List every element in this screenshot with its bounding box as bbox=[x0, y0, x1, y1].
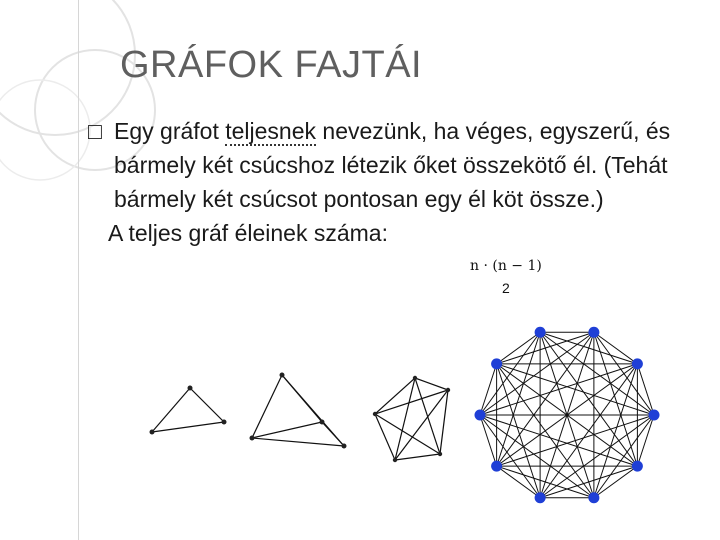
paragraph-text-end: nevezünk, ha véges, egyszerű, és bármely két csúcshoz létezik őket összekötő él. (Tehát bármely két csúcsot pontosan egy él köt össze.) bbox=[114, 118, 671, 212]
graph-edge bbox=[540, 466, 637, 498]
graph-edge bbox=[637, 415, 654, 466]
graph-edge bbox=[322, 422, 344, 446]
graph-edge bbox=[152, 422, 224, 432]
term-teljes: teljesnek bbox=[225, 118, 317, 144]
graph-edge bbox=[415, 378, 440, 454]
graph-vertex bbox=[222, 420, 227, 425]
graph-edge bbox=[497, 364, 594, 498]
graph-edge bbox=[395, 454, 440, 460]
graph-edge bbox=[252, 422, 322, 438]
graph-edge bbox=[480, 415, 497, 466]
graph-vertex bbox=[393, 458, 397, 462]
graph-edge bbox=[152, 388, 190, 432]
graph-edge bbox=[480, 415, 637, 466]
graph-vertex bbox=[446, 388, 450, 392]
graph-edge bbox=[375, 378, 415, 414]
graph-k4 bbox=[250, 373, 347, 449]
graph-edge bbox=[497, 332, 541, 364]
graph-edge bbox=[415, 378, 448, 390]
graph-edge bbox=[375, 414, 395, 460]
formula-numerator: n · (n − 1) bbox=[470, 258, 542, 274]
graph-edge bbox=[480, 364, 497, 415]
graph-edge bbox=[480, 364, 637, 415]
graph-vertex bbox=[280, 373, 285, 378]
graph-vertex bbox=[491, 461, 502, 472]
graph-vertex bbox=[320, 420, 325, 425]
graph-vertex bbox=[649, 410, 660, 421]
graph-vertex bbox=[632, 358, 643, 369]
graph-vertex bbox=[342, 444, 347, 449]
graph-edge bbox=[497, 364, 654, 415]
graph-vertex bbox=[438, 452, 442, 456]
graph-vertex bbox=[588, 492, 599, 503]
graph-k10 bbox=[475, 327, 660, 503]
graph-vertex bbox=[475, 410, 486, 421]
graph-vertex bbox=[535, 492, 546, 503]
graph-vertex bbox=[632, 461, 643, 472]
graph-edge bbox=[497, 466, 594, 498]
graph-vertex bbox=[491, 358, 502, 369]
graph-edge bbox=[190, 388, 224, 422]
slide-title: GRÁFOK FAJTÁI bbox=[120, 44, 423, 86]
graph-vertex bbox=[250, 436, 255, 441]
graph-edge bbox=[375, 414, 440, 454]
formula-denominator: 2 bbox=[502, 280, 510, 296]
bullet-icon: □ bbox=[88, 118, 102, 144]
graph-edge bbox=[497, 466, 541, 498]
graph-edge bbox=[594, 332, 638, 364]
graph-edge bbox=[497, 332, 594, 364]
graph-edge bbox=[252, 438, 344, 446]
graph-k3 bbox=[150, 386, 227, 435]
graph-edge bbox=[637, 364, 654, 415]
graph-vertex bbox=[535, 327, 546, 338]
graph-edge bbox=[594, 466, 638, 498]
graph-edge bbox=[497, 415, 654, 466]
graph-edge bbox=[497, 364, 541, 498]
graph-vertex bbox=[150, 430, 155, 435]
graph-edge bbox=[252, 375, 282, 438]
graph-edge bbox=[282, 375, 322, 422]
graph-vertex bbox=[188, 386, 193, 391]
graph-k5 bbox=[373, 376, 450, 462]
graph-vertex bbox=[373, 412, 377, 416]
edge-count-label: A teljes gráf éleinek száma: bbox=[108, 220, 388, 246]
paragraph-text-start: Egy gráfot bbox=[114, 118, 226, 144]
graph-vertex bbox=[413, 376, 417, 380]
graph-vertex bbox=[588, 327, 599, 338]
graph-edge bbox=[480, 415, 540, 498]
